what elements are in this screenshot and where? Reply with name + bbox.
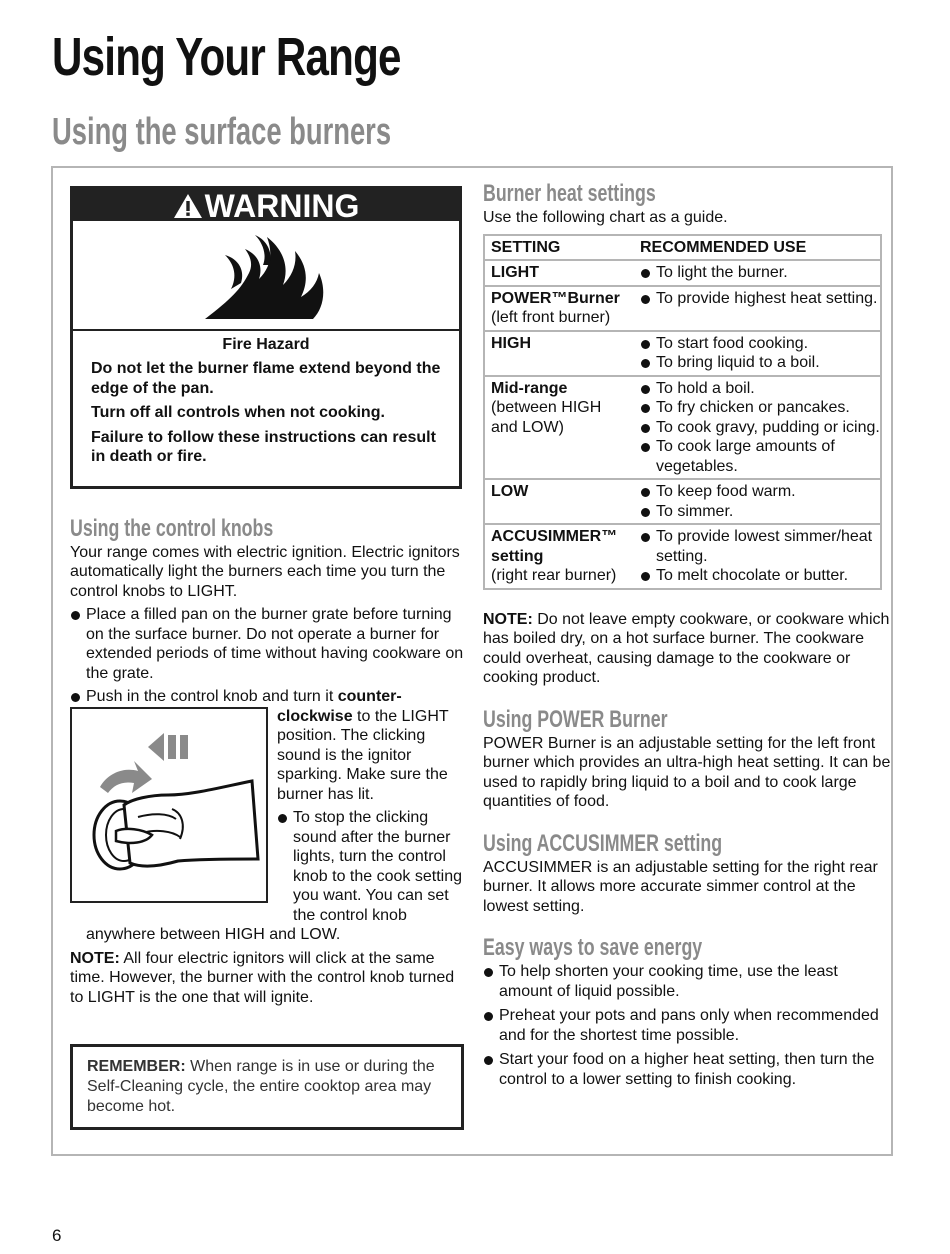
use-item: To fry chicken or pancakes. — [640, 398, 880, 418]
list-item: To help shorten your cooking time, use the least amount of liquid possible. — [483, 962, 891, 1001]
accusimmer-heading: Using ACCUSIMMER setting — [483, 829, 723, 857]
setting-name: ACCUSIMMER™ setting — [491, 528, 618, 565]
table-header-use: RECOMMENDED USE — [634, 235, 881, 261]
use-item: To hold a boil. — [640, 379, 880, 399]
table-header-row — [484, 235, 881, 261]
list-item — [70, 687, 464, 707]
heat-settings-heading: Burner heat settings — [483, 180, 656, 207]
use-item: To cook gravy, pudding or icing. — [640, 418, 880, 438]
setting-name: Mid-range — [491, 379, 568, 397]
list-item-text: Push in the control knob and turn it — [86, 688, 338, 705]
use-item: To melt chocolate or butter. — [640, 566, 880, 586]
use-item: To provide lowest simmer/heat setting. — [640, 527, 880, 566]
warning-line: Do not let the burner flame extend beyond the edge of the pan. — [91, 360, 441, 397]
list-item: Start your food on a higher heat setting, then turn the control to a lower setting to finish cooking. — [483, 1050, 891, 1089]
power-burner-heading: Using POWER Burner — [483, 705, 668, 733]
use-item: To bring liquid to a boil. — [640, 353, 880, 373]
use-item: To light the burner. — [640, 263, 880, 283]
energy-list — [483, 962, 891, 1089]
warning-hazard-title: Fire Hazard — [222, 336, 310, 353]
use-item: To cook large amounts of vegetables. — [640, 437, 880, 476]
table-row — [484, 376, 881, 480]
hand-turning-knob-icon — [72, 709, 266, 901]
energy-heading: Easy ways to save energy — [483, 934, 703, 961]
warning-line: Turn off all controls when not cooking. — [91, 404, 385, 421]
use-item: To keep food warm. — [640, 482, 880, 502]
left-column — [70, 186, 464, 1130]
control-knobs-intro: Your range comes with electric ignition. Electric ignitors automatically light the burners each time you turn the control knobs to LIGHT. — [70, 543, 460, 600]
list-item-bold: counter- — [337, 688, 402, 705]
page-title: Using Your Range — [52, 27, 401, 87]
table-row — [484, 479, 881, 524]
accusimmer-text: ACCUSIMMER is an adjustable setting for the right rear burner. It allows more accurate simmer control at the lowest setting. — [483, 858, 878, 915]
warning-box — [70, 186, 462, 489]
table-header-setting: SETTING — [484, 235, 634, 261]
setting-sub: (between HIGH and LOW) — [491, 399, 602, 436]
setting-name: LIGHT — [491, 264, 539, 281]
table-row — [484, 331, 881, 376]
list-item: To stop the clicking sound after the burner lights, turn the control knob to the cook setting you want. You can set the control knob — [277, 808, 464, 925]
setting-name: LOW — [491, 483, 529, 500]
right-column — [483, 180, 891, 1089]
fire-hazard-picture — [73, 221, 459, 331]
setting-name: HIGH — [491, 334, 531, 352]
knob-illustration-row — [70, 707, 464, 926]
setting-sub: (right rear burner) — [491, 567, 617, 584]
setting-name: POWER™Burner — [491, 289, 620, 307]
use-item: To start food cooking. — [640, 334, 880, 354]
table-row — [484, 524, 881, 589]
section-title: Using the surface burners — [52, 111, 392, 153]
list-item: Preheat your pots and pans only when recommended and for the shortest time possible. — [483, 1006, 891, 1045]
warning-label: WARNING — [204, 188, 360, 224]
page-number: 6 — [52, 1226, 62, 1245]
use-item: To provide highest heat setting. — [640, 289, 880, 309]
warning-triangle-icon — [173, 193, 203, 219]
warning-line: Failure to follow these instructions can result in death or fire. — [91, 428, 436, 465]
setting-sub: (left front burner) — [491, 309, 611, 326]
control-knobs-list — [70, 605, 464, 707]
heat-settings-intro: Use the following chart as a guide. — [483, 209, 728, 226]
flame-icon — [201, 229, 331, 321]
heat-settings-table — [483, 234, 882, 590]
control-knob-picture — [70, 707, 268, 903]
heat-settings-note: NOTE: Do not leave empty cookware, or cookware which has boiled dry, on a hot surface burner. The cookware could overheat, causing damage to the cookware or cooking product. — [483, 610, 890, 686]
control-knobs-note: NOTE: All four electric ignitors will click at the same time. However, the burner with the control knob turned to LIGHT is the one that will ignite. — [70, 949, 455, 1006]
control-knobs-heading: Using the control knobs — [70, 514, 274, 542]
table-row — [484, 286, 881, 331]
warning-header — [73, 188, 459, 224]
list-item: Place a filled pan on the burner grate before turning on the surface burner. Do not operate a burner for extended periods of time without having cookware on the grate. — [70, 605, 464, 683]
list-item-continued: anywhere between HIGH and LOW. — [86, 926, 341, 943]
use-item: To simmer. — [640, 502, 880, 522]
power-burner-text: POWER Burner is an adjustable setting for the left front burner which provides an ultra-high heat setting. It can be used to rapidly bring liquid to a boil and to cook large quantities of food. — [483, 734, 891, 810]
table-row — [484, 260, 881, 286]
remember-box: REMEMBER: When range is in use or during the Self-Cleaning cycle, the entire cooktop area may become hot. — [70, 1044, 464, 1130]
list-item-continued: clockwise to the LIGHT position. The clicking sound is the ignitor sparking. Make sure the burner has lit. — [277, 707, 449, 803]
